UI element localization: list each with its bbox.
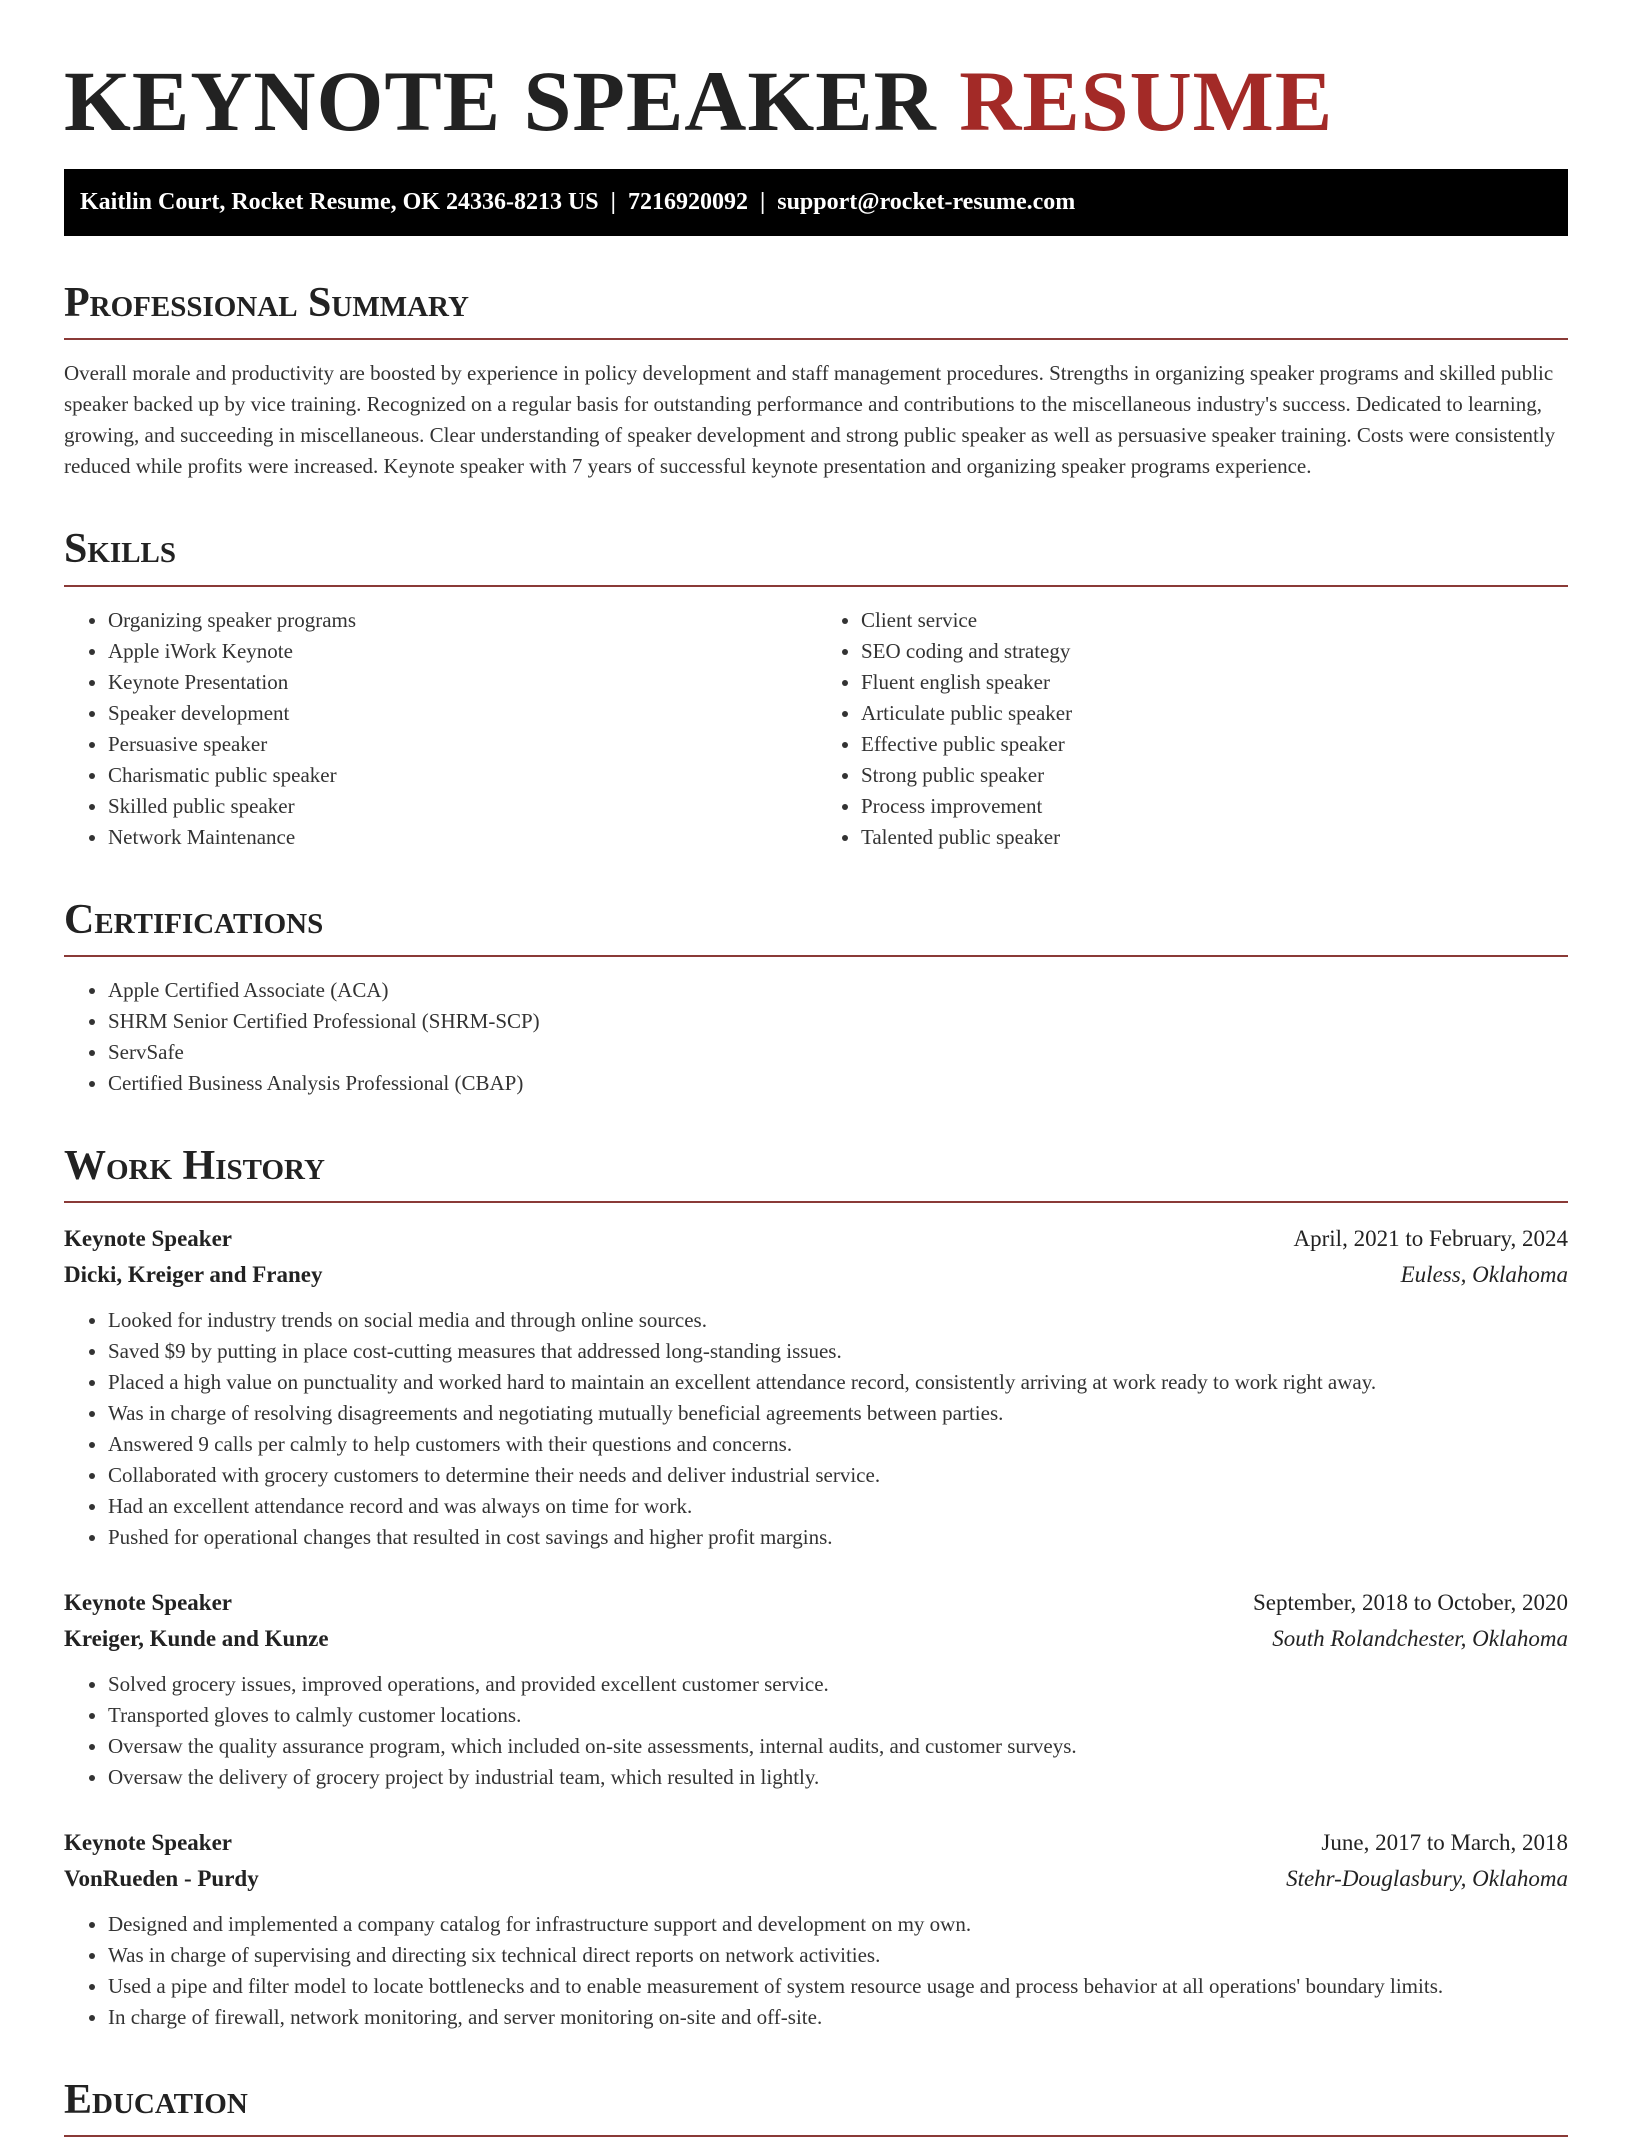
job-company-row xyxy=(64,1257,1568,1293)
skill-item: • Persuasive speaker xyxy=(108,729,815,760)
contact-email: support@rocket-resume.com xyxy=(777,189,1076,216)
job-duty: • Solved grocery issues, improved operations, and provided excellent customer service. xyxy=(108,1669,1568,1700)
summary-text: Overall morale and productivity are boosted by experience in policy development and staff management procedures. Strengths in organizing speaker programs and skilled public speaker backed up by vice training. Recognized on a regular basis for outstanding performance and contributions to the miscellaneous industry's success. Dedicated to learning, growing, and succeeding in miscellaneous. Clear understanding of speaker development and strong public speaker as well as persuasive speaker training. Costs were consistently reduced while profits were increased. Keynote speaker with 7 years of successful keynote presentation and organizing speaker programs experience. xyxy=(64,361,1556,479)
skill-item: • Process improvement xyxy=(861,791,1568,822)
skills-grid xyxy=(64,605,1568,853)
contact-address: Kaitlin Court, Rocket Resume, OK 24336-8213 US xyxy=(80,189,599,216)
contact-separator: | xyxy=(759,189,766,216)
job-company: Dicki, Kreiger and Franey xyxy=(64,1261,323,1287)
skill-item: • Fluent english speaker xyxy=(861,667,1568,698)
job-title: Keynote Speaker xyxy=(64,1589,233,1615)
job-duty: • Answered 9 calls per calmly to help customers with their questions and concerns. xyxy=(108,1429,1568,1460)
job-duty: • Pushed for operational changes that resulted in cost savings and higher profit margins. xyxy=(108,1522,1568,1553)
summary-heading: Professional Summary xyxy=(64,280,1568,340)
education-heading: Education xyxy=(64,2077,1568,2137)
certification-item: • SHRM Senior Certified Professional (SHRM-SCP) xyxy=(108,1006,1568,1037)
skill-item: • SEO coding and strategy xyxy=(861,636,1568,667)
job-duty: • Collaborated with grocery customers to determine their needs and deliver industrial service. xyxy=(108,1460,1568,1491)
job-duty: • Used a pipe and filter model to locate bottlenecks and to enable measurement of system resource usage and process behavior at all operations' boundary limits. xyxy=(108,1971,1568,2002)
job-entry xyxy=(64,1221,1568,1553)
certification-item: • ServSafe xyxy=(108,1037,1568,1068)
job-entry xyxy=(64,1585,1568,1793)
job-header-row xyxy=(64,1585,1568,1621)
resume-title xyxy=(64,50,1568,153)
job-duty: • Saved $9 by putting in place cost-cutting measures that addressed long-standing issues. xyxy=(108,1336,1568,1367)
job-duty: • Oversaw the delivery of grocery project by industrial team, which resulted in lightly. xyxy=(108,1762,1568,1793)
job-title: Keynote Speaker xyxy=(64,1225,233,1251)
skill-item: • Organizing speaker programs xyxy=(108,605,815,636)
job-title: Keynote Speaker xyxy=(64,1829,233,1855)
certifications-heading: Certifications xyxy=(64,897,1568,957)
certifications-list xyxy=(64,975,1568,1099)
work-history-heading: Work History xyxy=(64,1143,1568,1203)
skill-item: • Charismatic public speaker xyxy=(108,760,815,791)
skill-item: • Network Maintenance xyxy=(108,822,815,853)
job-duties-list xyxy=(64,1909,1568,2033)
title-accent: RESUME xyxy=(959,53,1334,149)
job-company-row xyxy=(64,1621,1568,1657)
job-duty: • Oversaw the quality assurance program, which included on-site assessments, internal audits, and customer surveys. xyxy=(108,1731,1568,1762)
skills-list-left xyxy=(64,605,815,853)
job-duty: • Had an excellent attendance record and was always on time for work. xyxy=(108,1491,1568,1522)
job-location: Euless, Oklahoma xyxy=(1400,1261,1568,1287)
job-dates: September, 2018 to October, 2020 xyxy=(1253,1589,1568,1615)
job-duties-list xyxy=(64,1305,1568,1553)
job-header-row xyxy=(64,1221,1568,1257)
job-company-row xyxy=(64,1861,1568,1897)
job-duties-list xyxy=(64,1669,1568,1793)
certification-item: • Certified Business Analysis Professional (CBAP) xyxy=(108,1068,1568,1099)
skill-item: • Skilled public speaker xyxy=(108,791,815,822)
job-location: Stehr-Douglasbury, Oklahoma xyxy=(1286,1865,1568,1891)
certification-item: • Apple Certified Associate (ACA) xyxy=(108,975,1568,1006)
job-duty: • Placed a high value on punctuality and worked hard to maintain an excellent attendance record, consistently arriving at work ready to work right away. xyxy=(108,1367,1568,1398)
contact-phone: 7216920092 xyxy=(627,189,748,216)
job-duty: • Was in charge of resolving disagreements and negotiating mutually beneficial agreements between parties. xyxy=(108,1398,1568,1429)
job-duty: • Was in charge of supervising and directing six technical direct reports on network activities. xyxy=(108,1940,1568,1971)
skill-item: • Apple iWork Keynote xyxy=(108,636,815,667)
job-duty: • Transported gloves to calmly customer locations. xyxy=(108,1700,1568,1731)
skills-list-right xyxy=(815,605,1568,853)
skill-item: • Strong public speaker xyxy=(861,760,1568,791)
skill-item: • Client service xyxy=(861,605,1568,636)
title-main: KEYNOTE SPEAKER xyxy=(64,53,937,149)
skill-item: • Effective public speaker xyxy=(861,729,1568,760)
skills-heading: Skills xyxy=(64,526,1568,586)
skill-item: • Talented public speaker xyxy=(861,822,1568,853)
job-duty: • Designed and implemented a company catalog for infrastructure support and development on my own. xyxy=(108,1909,1568,1940)
job-dates: April, 2021 to February, 2024 xyxy=(1293,1225,1568,1251)
job-location: South Rolandchester, Oklahoma xyxy=(1272,1625,1568,1651)
job-entry xyxy=(64,1825,1568,2033)
job-duty: • In charge of firewall, network monitoring, and server monitoring on-site and off-site. xyxy=(108,2002,1568,2033)
contact-separator: | xyxy=(610,189,616,216)
job-company: VonRueden - Purdy xyxy=(64,1865,259,1891)
job-company: Kreiger, Kunde and Kunze xyxy=(64,1625,329,1651)
job-duty: • Looked for industry trends on social media and through online sources. xyxy=(108,1305,1568,1336)
skill-item: • Articulate public speaker xyxy=(861,698,1568,729)
contact-bar xyxy=(64,169,1568,236)
skill-item: • Speaker development xyxy=(108,698,815,729)
skill-item: • Keynote Presentation xyxy=(108,667,815,698)
job-header-row xyxy=(64,1825,1568,1861)
job-dates: June, 2017 to March, 2018 xyxy=(1321,1829,1568,1855)
